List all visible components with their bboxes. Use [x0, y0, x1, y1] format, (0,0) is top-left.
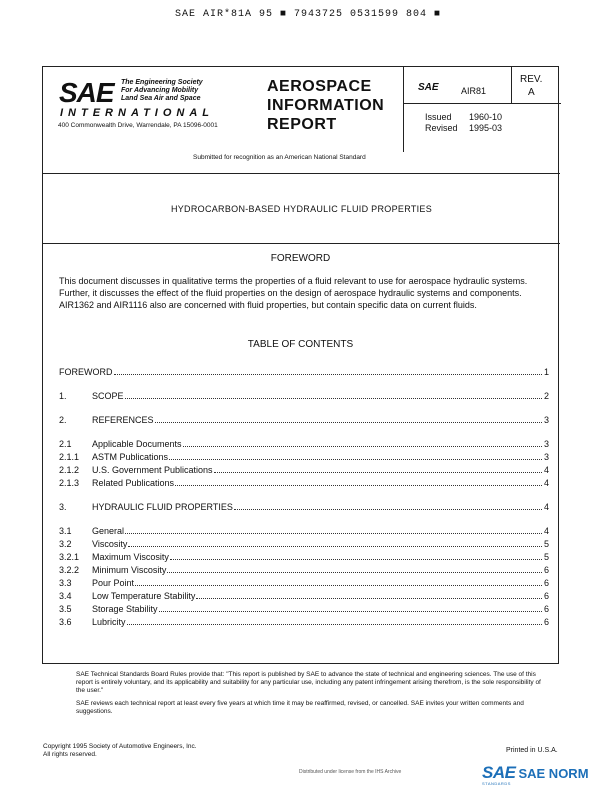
toc-entry[interactable]	[59, 500, 549, 512]
toc-entry[interactable]	[59, 476, 549, 488]
ansi-submission-note: Submitted for recognition as an American National Standard	[193, 154, 366, 161]
toc-entry-label: Minimum Viscosity	[92, 565, 167, 575]
toc-entry-label: REFERENCES	[92, 415, 154, 425]
toc-entry-label: Lubricity	[92, 617, 126, 627]
document-header	[43, 67, 560, 174]
toc-entry-page: 6	[543, 617, 549, 627]
revision-value: A	[528, 87, 535, 98]
sae-logo-block	[43, 67, 265, 152]
stamp-sub: STANDARDS	[482, 781, 511, 786]
title-line-1: AEROSPACE	[267, 78, 372, 95]
toc-entry-page: 6	[543, 591, 549, 601]
doc-sae-logo: SAE	[418, 82, 439, 93]
sae-norm-stamp	[482, 763, 592, 793]
toc-entry[interactable]	[59, 389, 549, 401]
document-number: AIR81	[461, 86, 487, 96]
toc-leader-dots	[128, 546, 542, 547]
issued-label: Issued	[425, 112, 452, 122]
toc-entry-number: 2.1.3	[59, 478, 80, 488]
toc-entry-number: 2.1.1	[59, 452, 80, 462]
toc-entry-number: 3.	[59, 502, 67, 512]
toc-entry-label: Related Publications	[92, 478, 175, 488]
toc-entry[interactable]	[59, 576, 549, 588]
toc-entry-page: 3	[543, 439, 549, 449]
society-line-2: For Advancing Mobility	[121, 87, 199, 94]
distribution-note: Distributed under license from the IHS Archive	[299, 769, 402, 775]
toc-entry-page: 5	[543, 539, 549, 549]
toc-entry[interactable]	[59, 450, 549, 462]
subject-box	[43, 174, 560, 244]
toc-entry-page: 1	[543, 367, 549, 377]
toc-entry-number: 3.3	[59, 578, 72, 588]
toc-entry-number: 3.5	[59, 604, 72, 614]
toc-entry[interactable]	[59, 413, 549, 425]
toc-entry-label: ASTM Publications	[92, 452, 169, 462]
toc-entry-number: 3.1	[59, 526, 72, 536]
footer-notes	[76, 671, 546, 721]
scan-header: SAE AIR*81A 95 ■ 7943725 0531599 804 ■	[175, 9, 442, 20]
title-line-2: INFORMATION	[267, 97, 385, 114]
society-line-1: The Engineering Society	[121, 79, 203, 86]
title-line-3: REPORT	[267, 116, 337, 133]
toc-leader-dots	[183, 446, 542, 447]
toc-leader-dots	[169, 459, 542, 460]
toc-entry[interactable]	[59, 463, 549, 475]
foreword-body: This document discusses in qualitative terms the properties of a fluid relevant to use for aerospace hydraulic systems. Further, it discusses the effect of the fluid properties on the design of aerospace hydraulic systems and components. AIR1362 and AIR1116 also are concerned with fluid properties, but contain specific data on current fluids.	[59, 276, 528, 310]
toc-entry-page: 4	[543, 502, 549, 512]
toc-entry-label: Pour Point	[92, 578, 135, 588]
copyright	[43, 743, 197, 759]
toc-entry-label: HYDRAULIC FLUID PROPERTIES	[92, 502, 233, 512]
address: 400 Commonwealth Drive, Warrendale, PA 15096-0001	[58, 122, 218, 129]
toc-entry-page: 6	[543, 604, 549, 614]
toc-entry[interactable]	[59, 437, 549, 449]
toc-entry-label: Applicable Documents	[92, 439, 182, 449]
toc-entry[interactable]	[59, 365, 549, 377]
revision-cell	[511, 67, 561, 104]
toc-entry[interactable]	[59, 615, 549, 627]
toc-entry-label: General	[92, 526, 125, 536]
stamp-norm: SAE NORM	[518, 766, 589, 781]
toc-entry-number: 3.2.1	[59, 552, 80, 562]
toc-entry-number: 1.	[59, 391, 67, 401]
toc-entry-label: U.S. Government Publications	[92, 465, 213, 475]
toc-entry-number: 3.2.2	[59, 565, 80, 575]
copyright-line-2: All rights reserved.	[43, 751, 97, 758]
toc-entry-label: Viscosity	[92, 539, 128, 549]
issued-value: 1960-10	[469, 112, 503, 122]
revision-label: REV.	[520, 74, 543, 85]
toc-entry-number: 3.2	[59, 539, 72, 549]
toc-entry-page: 4	[543, 465, 549, 475]
stamp-sae: SAE	[482, 763, 516, 782]
toc-entry[interactable]	[59, 602, 549, 614]
toc-leader-dots	[214, 472, 542, 473]
revised-value: 1995-03	[469, 123, 503, 133]
toc-entry-label: FOREWORD	[59, 367, 113, 377]
revised-label: Revised	[425, 123, 458, 133]
society-tagline	[121, 79, 261, 103]
toc-entry-page: 4	[543, 526, 549, 536]
document-id-box	[403, 67, 560, 152]
toc-leader-dots	[114, 374, 543, 375]
toc-entry-page: 3	[543, 452, 549, 462]
issue-dates	[425, 112, 502, 134]
printed-in: Printed in U.S.A.	[506, 747, 558, 754]
toc-entry-page: 6	[543, 565, 549, 575]
toc-leader-dots	[127, 624, 542, 625]
toc-entry[interactable]	[59, 524, 549, 536]
toc-entry-page: 4	[543, 478, 549, 488]
toc-entry-label: Low Temperature Stability	[92, 591, 196, 601]
toc-leader-dots	[196, 598, 542, 599]
toc-entry[interactable]	[59, 537, 549, 549]
toc-leader-dots	[125, 533, 542, 534]
document-frame	[42, 66, 559, 664]
toc-entry-label: Maximum Viscosity	[92, 552, 169, 562]
sae-logo: SAE	[59, 77, 114, 108]
toc-leader-dots	[170, 559, 542, 560]
toc-entry[interactable]	[59, 589, 549, 601]
document-subject: HYDROCARBON-BASED HYDRAULIC FLUID PROPERTIES	[170, 204, 433, 214]
toc-entry-page: 2	[543, 391, 549, 401]
toc-entry-page: 6	[543, 578, 549, 588]
toc-heading: TABLE OF CONTENTS	[247, 339, 354, 350]
international-label: INTERNATIONAL	[60, 107, 215, 119]
toc-entry-number: 2.1	[59, 439, 72, 449]
toc-entry-number: 3.4	[59, 591, 72, 601]
foreword-heading: FOREWORD	[270, 253, 331, 264]
society-line-3: Land Sea Air and Space	[121, 95, 201, 102]
document-number-row	[404, 67, 561, 104]
toc-entry-label: SCOPE	[92, 391, 124, 401]
copyright-line-1: Copyright 1995 Society of Automotive Engineers, Inc.	[43, 743, 197, 750]
toc-entry-label: Storage Stability	[92, 604, 158, 614]
toc-leader-dots	[167, 572, 542, 573]
review-note: SAE reviews each technical report at least every five years at which time it may be reaffirmed, revised, or cancelled. SAE invites your written comments and suggestions.	[76, 700, 524, 715]
toc-leader-dots	[234, 509, 542, 510]
toc-leader-dots	[155, 422, 542, 423]
toc-leader-dots	[125, 398, 542, 399]
toc-entry-page: 3	[543, 415, 549, 425]
toc-entry-number: 3.6	[59, 617, 72, 627]
toc-entry-number: 2.	[59, 415, 67, 425]
toc-leader-dots	[175, 485, 542, 486]
toc-entry-number: 2.1.2	[59, 465, 80, 475]
toc-leader-dots	[135, 585, 542, 586]
toc-entry[interactable]	[59, 563, 549, 575]
toc-entry-page: 5	[543, 552, 549, 562]
toc-entry[interactable]	[59, 550, 549, 562]
toc-leader-dots	[159, 611, 542, 612]
technical-standards-note: SAE Technical Standards Board Rules provide that: "This report is published by SAE to advance the state of technical and engineering sciences. The use of this report is entirely voluntary, and its applicability and suitability for any particular use, including any patent infringement arising therefrom, is the sole responsibility of the user."	[76, 671, 541, 694]
report-type-title	[267, 77, 397, 134]
